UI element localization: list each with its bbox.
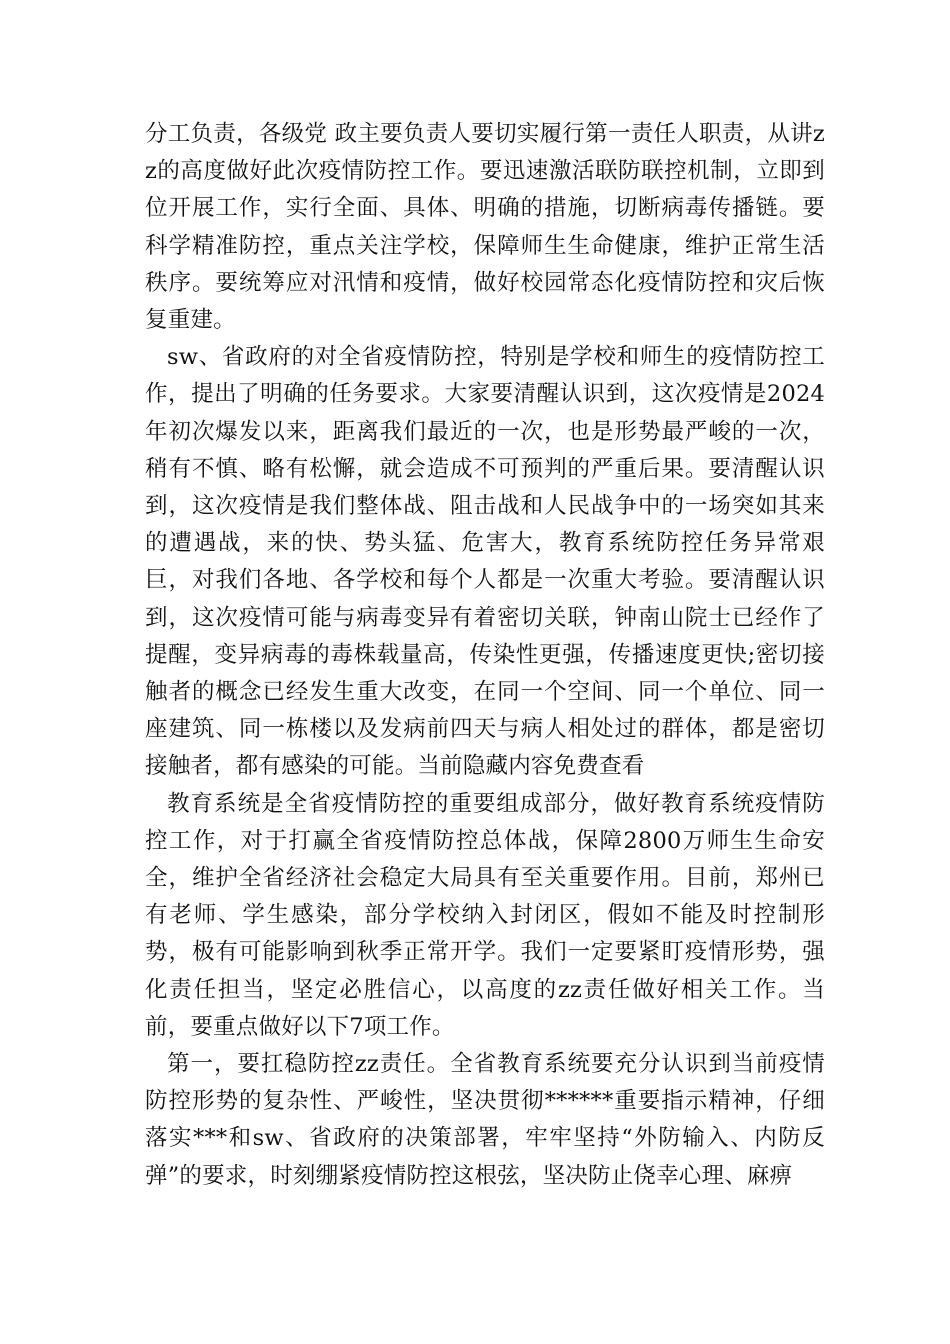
document-body <box>145 116 825 1195</box>
paragraph-first-task: 第一，要扛稳防控zz责任。全省教育系统要充分认识到当前疫情防控形势的复杂性、严峻性，坚决贯彻******重要指示精神，仔细落实***和sw、省政府的决策部署，牢牢坚持“外防输入、内防反弹”的要求，时刻绷紧疫情防控这根弦，坚决防止侥幸心理、麻痹 <box>145 1051 825 1189</box>
paragraph-sw-requirements: sw、省政府的对全省疫情防控，特别是学校和师生的疫情防控工作，提出了明确的任务要求。大家要清醒认识到，这次疫情是2024年初次爆发以来，距离我们最近的一次，也是形势最严峻的一次，稍有不慎、略有松懈，就会造成不可预判的严重后果。要清醒认识到，这次疫情是我们整体战、阻击战和人民战争中的一场突如其来的遭遇战，来的快、势头猛、危害大，教育系统防控任务异常艰巨，对我们各地、各学校和每个人都是一次重大考验。要清醒认识到，这次疫情可能与病毒变异有着密切关联，钟南山院士已经作了提醒，变异病毒的毒株载量高，传染性更强，传播速度更快;密切接触者的概念已经发生重大改变，在同一个空间、同一个单位、同一座建筑、同一栋楼以及发病前四天与病人相处过的群体，都是密切接触者，都有感染的可能。当前隐藏内容免费查看 <box>145 344 825 780</box>
paragraph-education-system: 教育系统是全省疫情防控的重要组成部分，做好教育系统疫情防控工作，对于打赢全省疫情防控总体战，保障2800万师生生命安全，维护全省经济社会稳定大局具有至关重要作用。目前，郑州已有老师、学生感染，部分学校纳入封闭区，假如不能及时控制形势，极有可能影响到秋季正常开学。我们一定要紧盯疫情形势，强化责任担当，坚定必胜信心，以高度的zz责任做好相关工作。当前，要重点做好以下7项工作。 <box>145 790 825 1040</box>
paragraph-continuation: 分工负责，各级党 政主要负责人要切实履行第一责任人职责，从讲zz的高度做好此次疫情防控工作。要迅速激活联防联控机制，立即到位开展工作，实行全面、具体、明确的措施，切断病毒传播链。要科学精准防控，重点关注学校，保障师生生命健康，维护正常生活秩序。要统筹应对汛情和疫情，做好校园常态化疫情防控和灾后恢复重建。 <box>145 121 825 334</box>
